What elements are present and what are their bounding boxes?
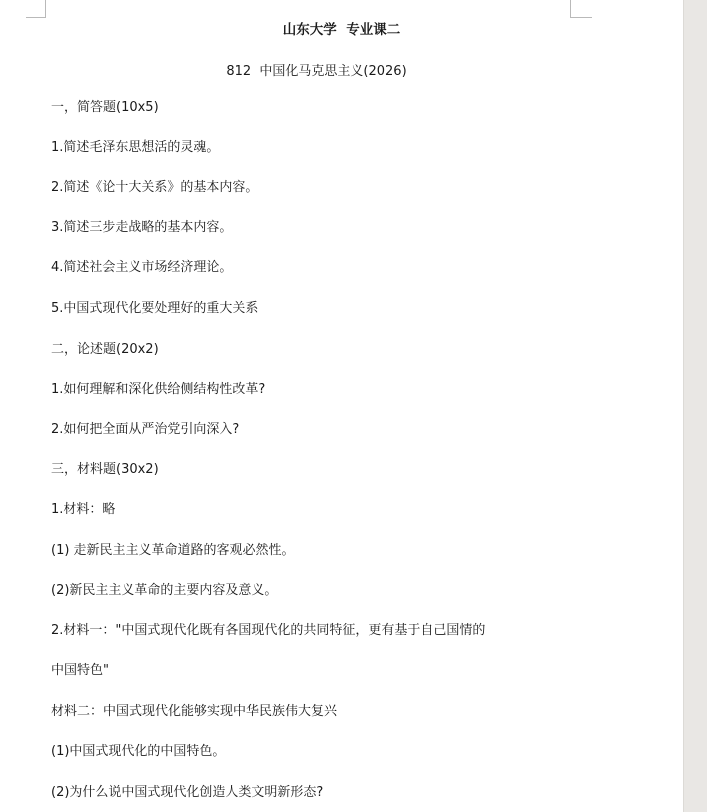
question-line: 2.简述《论十大关系》的基本内容。	[51, 180, 259, 195]
section-heading-essay: 二，论述题(20x2)	[51, 342, 159, 357]
question-line: 3.简述三步走战略的基本内容。	[51, 220, 233, 235]
question-line: 材料二：中国式现代化能够实现中华民族伟大复兴	[51, 704, 338, 719]
question-line: (2)为什么说中国式现代化创造人类文明新形态?	[51, 785, 324, 800]
question-line: 1.如何理解和深化供给侧结构性改革?	[51, 382, 266, 397]
question-line-continued: 中国特色"	[51, 663, 109, 678]
question-line: (1) 走新民主主义革命道路的客观必然性。	[51, 543, 295, 558]
section-heading-material: 三，材料题(30x2)	[51, 462, 159, 477]
section-heading-short-answer: 一，简答题(10x5)	[51, 100, 159, 115]
question-line: 2.如何把全面从严治党引向深入?	[51, 422, 240, 437]
question-line: (1)中国式现代化的中国特色。	[51, 744, 226, 759]
question-line: 1.简述毛泽东思想活的灵魂。	[51, 140, 220, 155]
question-line: 2.材料一："中国式现代化既有各国现代化的共同特征，更有基于自己国情的	[51, 623, 486, 638]
question-line: (2)新民主主义革命的主要内容及意义。	[51, 583, 278, 598]
document-title: 山东大学 专业课二	[282, 22, 401, 38]
document-subtitle: 812 中国化马克思主义(2026)	[226, 64, 407, 79]
question-line: 5.中国式现代化要处理好的重大关系	[51, 301, 259, 316]
crop-mark-top-left-vertical	[45, 0, 46, 18]
question-line: 1.材料：略	[51, 502, 116, 517]
question-line: 4.简述社会主义市场经济理论。	[51, 260, 233, 275]
window-side-gutter	[683, 0, 707, 812]
crop-mark-top-right-vertical	[570, 0, 571, 18]
